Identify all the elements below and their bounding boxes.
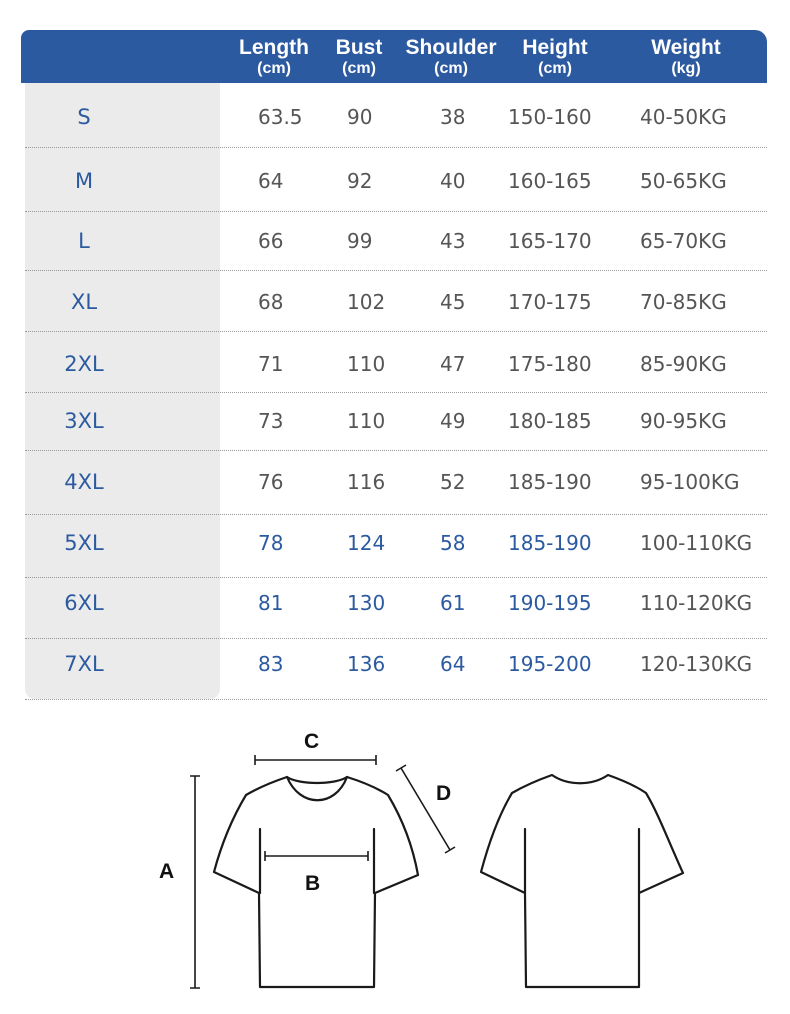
row-separator: [25, 450, 767, 451]
cell-weight: 90-95KG: [640, 409, 727, 433]
size-label: 2XL: [64, 352, 104, 376]
size-label: 4XL: [64, 470, 104, 494]
cell-height: 190-195: [508, 591, 592, 615]
cell-length: 71: [258, 352, 284, 376]
size-label: 6XL: [64, 591, 104, 615]
column-title-bust: Bust: [335, 36, 383, 59]
cell-shoulder: 40: [440, 169, 466, 193]
cell-shoulder: 45: [440, 290, 466, 314]
column-title-weight: Weight: [651, 36, 721, 59]
cell-height: 150-160: [508, 105, 592, 129]
measure-line-d: [396, 765, 455, 853]
cell-shoulder: 43: [440, 229, 466, 253]
cell-shoulder: 61: [440, 591, 466, 615]
column-unit-shoulder: (cm): [434, 60, 468, 77]
cell-height: 165-170: [508, 229, 592, 253]
cell-bust: 102: [347, 290, 386, 314]
cell-weight: 110-120KG: [640, 591, 753, 615]
cell-length: 73: [258, 409, 284, 433]
cell-height: 160-165: [508, 169, 592, 193]
cell-bust: 136: [347, 652, 386, 676]
cell-weight: 120-130KG: [640, 652, 753, 676]
cell-height: 170-175: [508, 290, 592, 314]
column-title-shoulder: Shoulder: [405, 36, 497, 59]
measure-label-b: B: [305, 872, 321, 895]
column-title-height: Height: [522, 36, 588, 59]
tshirt-measurement-diagram: [0, 700, 790, 1014]
cell-height: 185-190: [508, 470, 592, 494]
measure-label-c: C: [304, 730, 320, 753]
cell-weight: 85-90KG: [640, 352, 727, 376]
cell-bust: 99: [347, 229, 373, 253]
column-unit-bust: (cm): [342, 60, 376, 77]
row-separator: [25, 638, 767, 639]
cell-length: 83: [258, 652, 284, 676]
measure-label-d: D: [436, 782, 452, 805]
size-label: 5XL: [64, 531, 104, 555]
cell-height: 185-190: [508, 531, 592, 555]
tshirt-front-collar: [287, 777, 347, 783]
cell-bust: 92: [347, 169, 373, 193]
cell-weight: 70-85KG: [640, 290, 727, 314]
cell-weight: 40-50KG: [640, 105, 727, 129]
size-label: S: [77, 105, 91, 129]
size-label: L: [78, 229, 90, 253]
cell-shoulder: 38: [440, 105, 466, 129]
row-separator: [25, 392, 767, 393]
size-label: M: [74, 169, 94, 193]
size-label: 3XL: [64, 409, 104, 433]
cell-length: 66: [258, 229, 284, 253]
row-separator: [25, 270, 767, 271]
row-separator: [25, 514, 767, 515]
cell-shoulder: 58: [440, 531, 466, 555]
cell-length: 78: [258, 531, 284, 555]
cell-length: 64: [258, 169, 284, 193]
size-label: XL: [70, 290, 98, 314]
cell-shoulder: 47: [440, 352, 466, 376]
cell-bust: 110: [347, 352, 386, 376]
column-unit-height: (cm): [538, 60, 572, 77]
tshirt-back-outline: [481, 775, 683, 987]
cell-length: 68: [258, 290, 284, 314]
size-label: 7XL: [64, 652, 104, 676]
cell-length: 76: [258, 470, 284, 494]
cell-weight: 100-110KG: [640, 531, 753, 555]
cell-shoulder: 49: [440, 409, 466, 433]
column-unit-weight: (kg): [671, 60, 701, 77]
cell-height: 195-200: [508, 652, 592, 676]
column-header-height: [510, 37, 600, 77]
measure-line-b: [265, 851, 368, 861]
cell-shoulder: 64: [440, 652, 466, 676]
column-header-bust: [330, 37, 388, 77]
cell-height: 180-185: [508, 409, 592, 433]
cell-bust: 130: [347, 591, 386, 615]
cell-weight: 65-70KG: [640, 229, 727, 253]
cell-weight: 50-65KG: [640, 169, 727, 193]
cell-weight: 95-100KG: [640, 470, 740, 494]
column-title-length: Length: [239, 36, 309, 59]
cell-bust: 110: [347, 409, 386, 433]
row-separator: [25, 147, 767, 148]
cell-bust: 124: [347, 531, 386, 555]
cell-length: 63.5: [258, 105, 303, 129]
measure-line-a: [190, 776, 200, 988]
cell-bust: 116: [347, 470, 386, 494]
row-separator: [25, 331, 767, 332]
column-header-shoulder: [398, 37, 504, 77]
cell-shoulder: 52: [440, 470, 466, 494]
size-column-header: 亚码: [60, 50, 102, 74]
measure-line-c: [255, 755, 376, 765]
row-separator: [25, 577, 767, 578]
column-header-weight: [636, 37, 736, 77]
row-separator: [25, 211, 767, 212]
size-column-background: [25, 36, 220, 699]
cell-bust: 90: [347, 105, 373, 129]
cell-length: 81: [258, 591, 284, 615]
column-header-length: [230, 37, 318, 77]
column-unit-length: (cm): [257, 60, 291, 77]
cell-height: 175-180: [508, 352, 592, 376]
measure-label-a: A: [159, 860, 175, 883]
